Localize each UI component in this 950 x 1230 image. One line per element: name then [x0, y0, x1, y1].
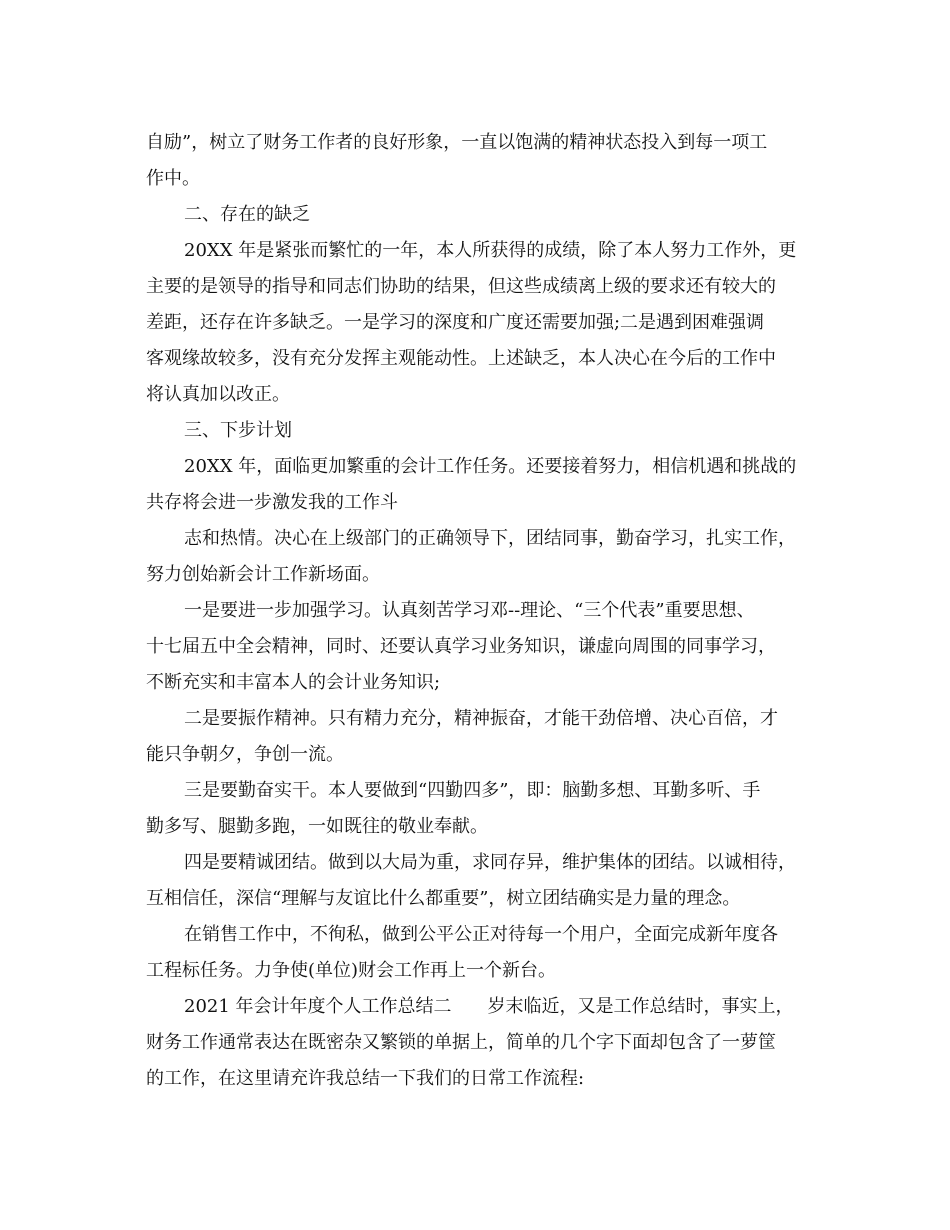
- text-line: 在销售工作中，不徇私，做到公平公正对待每一个用户，全面完成新年度各: [184, 924, 778, 945]
- text-line: 财务工作通常表达在既密杂又繁锁的单据上，简单的几个字下面却包含了一萝筐: [146, 1032, 776, 1053]
- text-line: 能只争朝夕，争创一流。: [146, 744, 344, 765]
- text-line: 一是要进一步加强学习。认真刻苦学习邓--理论、“三个代表”重要思想、: [184, 600, 755, 621]
- text-line: 十七届五中全会精神，同时、还要认真学习业务知识，谦虚向周围的同事学习，: [146, 636, 776, 657]
- text-line: 的工作，在这里请充许我总结一下我们的日常工作流程:: [146, 1068, 585, 1089]
- text-line: 勤多写、腿勤多跑，一如既往的敬业奉献。: [146, 816, 488, 837]
- text-line: 工程标任务。力争使(单位)财会工作再上一个新台。: [146, 960, 557, 981]
- text-line: 20XX 年是紧张而繁忙的一年，本人所获得的成绩，除了本人努力工作外，更: [184, 240, 797, 261]
- text-line: 努力创始新会计工作新场面。: [146, 564, 380, 585]
- section-heading: 三、下步计划: [184, 420, 292, 441]
- section-heading: 二、存在的缺乏: [184, 204, 310, 225]
- text-line: 2021 年会计年度个人工作总结二 岁末临近，又是工作总结时，事实上，: [184, 996, 794, 1017]
- text-line: 作中。: [146, 168, 200, 189]
- text-line: 志和热情。决心在上级部门的正确领导下，团结同事，勤奋学习，扎实工作，: [184, 528, 796, 549]
- text-line: 主要的是领导的指导和同志们协助的结果，但这些成绩离上级的要求还有较大的: [146, 276, 776, 297]
- text-line: 互相信任，深信“理解与友谊比什么都重要”，树立团结确实是力量的理念。: [146, 888, 741, 909]
- text-line: 差距，还存在许多缺乏。一是学习的深度和广度还需要加强;二是遇到困难强调: [146, 312, 765, 333]
- text-line: 不断充实和丰富本人的会计业务知识;: [146, 672, 441, 693]
- text-line: 四是要精诚团结。做到以大局为重，求同存异，维护集体的团结。以诚相待，: [184, 852, 796, 873]
- text-line: 二是要振作精神。只有精力充分，精神振奋，才能干劲倍增、决心百倍，才: [184, 708, 778, 729]
- text-line: 20XX 年，面临更加繁重的会计工作任务。还要接着努力，相信机遇和挑战的: [184, 456, 797, 477]
- text-line: 自励”，树立了财务工作者的良好形象，一直以饱满的精神状态投入到每一项工: [146, 132, 768, 153]
- text-line: 共存将会进一步激发我的工作斗: [146, 492, 398, 513]
- text-line: 将认真加以改正。: [146, 384, 290, 405]
- text-line: 三是要勤奋实干。本人要做到“四勤四多”，即：脑勤多想、耳勤多听、手: [184, 780, 761, 801]
- text-line: 客观缘故较多，没有充分发挥主观能动性。上述缺乏，本人决心在今后的工作中: [146, 348, 776, 369]
